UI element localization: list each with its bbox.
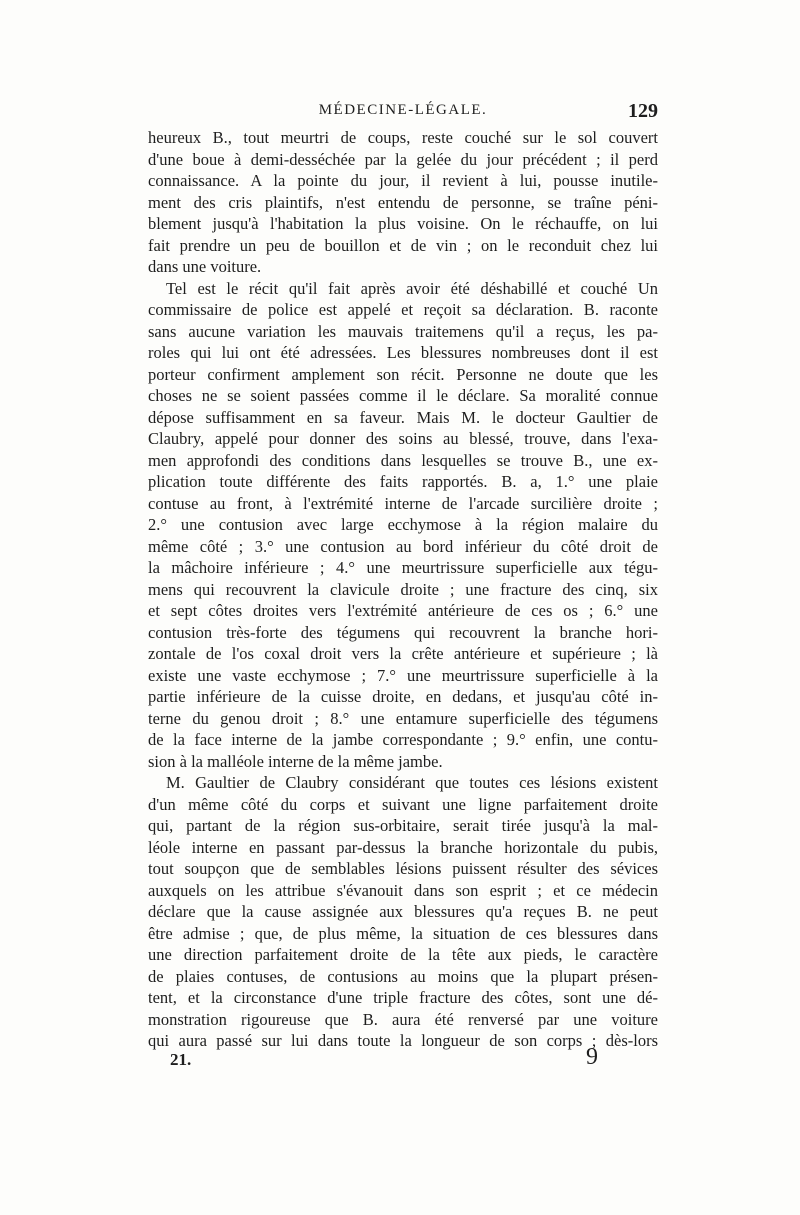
text-line: de plaies contuses, de contusions au moins que la plupart présen-: [148, 966, 658, 986]
footer-number: 9: [586, 1044, 598, 1070]
text-line: sans aucune variation les mauvais traitemens qu'il a reçus, les pa-: [148, 321, 658, 341]
text-line: Claubry, appelé pour donner des soins au blessé, trouve, dans l'exa-: [148, 429, 658, 448]
text-line: commissaire de police est appelé et reçoit sa déclaration. B. raconte: [148, 300, 658, 319]
text-line: déclare que la cause assignée aux blessures qu'a reçues B. ne peut: [148, 902, 658, 921]
text-line: M. Gaultier de Claubry considérant que toutes ces lésions existent: [166, 773, 658, 792]
text-line: dans une voiture.: [148, 257, 262, 276]
paragraph: [148, 278, 658, 773]
text-line: qui, partant de la région sus-orbitaire, serait tirée jusqu'à la mal-: [148, 816, 658, 835]
text-line: zontale de l'os coxal droit vers la crête antérieure et supérieure ; là: [148, 644, 658, 663]
text-line: heureux B., tout meurtri de coups, reste couché sur le sol couvert: [148, 128, 658, 147]
running-head-title: MÉDECINE-LÉGALE.: [318, 102, 488, 118]
paragraph: [148, 772, 658, 1052]
text-line: léole interne en passant par-dessus la branche horizontale du pubis,: [148, 837, 658, 857]
text-line: sion à la malléole interne de la même jambe.: [148, 751, 443, 771]
text-line: dépose suffisamment en sa faveur. Mais M. le docteur Gaultier de: [148, 407, 658, 427]
text-line: porteur confirment amplement son récit. Personne ne doute que les: [148, 364, 658, 384]
text-line: partie inférieure de la cuisse droite, en dedans, et jusqu'au côté in-: [148, 687, 658, 706]
text-line: connaissance. A la pointe du jour, il revient à lui, pousse inutile-: [148, 171, 658, 190]
text-line: Tel est le récit qu'il fait après avoir été déshabillé et couché Un: [166, 278, 658, 298]
text-line: contusion très-forte des tégumens qui recouvrent la branche hori-: [148, 622, 658, 642]
text-line: même côté ; 3.° une contusion au bord inférieur du côté droit de: [148, 536, 658, 556]
text-line: plication toute différente des faits rapportés. B. a, 1.° une plaie: [148, 472, 658, 491]
paragraph: [148, 127, 658, 278]
text-line: monstration rigoureuse que B. aura été renversé par une voiture: [148, 1009, 658, 1029]
text-line: 2.° une contusion avec large ecchymose à la région malaire du: [148, 515, 658, 534]
text-line: fait prendre un peu de bouillon et de vin ; on le reconduit chez lui: [148, 235, 658, 255]
text-line: d'un même côté du corps et suivant une ligne parfaitement droite: [148, 794, 658, 814]
body-text: [148, 127, 658, 1052]
text-line: qui aura passé sur lui dans toute la longueur de son corps ; dès-lors: [148, 1031, 658, 1050]
text-line: et sept côtes droites vers l'extrémité antérieure de ces os ; 6.° une: [148, 601, 658, 620]
text-line: men approfondi des conditions dans lesquelles se trouve B., une ex-: [148, 450, 658, 470]
text-line: une direction parfaitement droite de la tête aux pieds, le caractère: [148, 945, 658, 964]
text-line: d'une boue à demi-desséchée par la gelée du jour précédent ; il perd: [148, 149, 658, 169]
text-line: auxquels on les attribue s'évanouit dans son esprit ; et ce médecin: [148, 880, 658, 900]
signature-mark: 21.: [170, 1050, 192, 1069]
page-number: 129: [628, 100, 658, 122]
text-line: être admise ; que, de plus même, la situation de ces blessures dans: [148, 923, 658, 943]
text-line: choses ne se soient passées comme il le déclare. Sa moralité connue: [148, 386, 658, 405]
text-line: terne du genou droit ; 8.° une entamure superficielle des tégumens: [148, 708, 658, 728]
text-line: tout soupçon que de semblables lésions puissent résulter des sévices: [148, 859, 658, 878]
text-line: ment des cris plaintifs, n'est entendu de personne, se traîne péni-: [148, 192, 658, 212]
text-line: tent, et la circonstance d'une triple fracture des côtes, sont une dé-: [148, 988, 658, 1007]
text-line: mens qui recouvrent la clavicule droite ; une fracture des cinq, six: [148, 579, 658, 599]
text-line: roles qui lui ont été adressées. Les blessures nombreuses dont il est: [148, 343, 658, 362]
text-line: la mâchoire inférieure ; 4.° une meurtrissure superficielle aux tégu-: [148, 558, 658, 577]
text-line: existe une vaste ecchymose ; 7.° une meurtrissure superficielle à la: [148, 665, 658, 685]
text-line: de la face interne de la jambe correspondante ; 9.° enfin, une contu-: [148, 730, 658, 749]
text-line: blement jusqu'à l'habitation la plus voisine. On le réchauffe, on lui: [148, 214, 658, 233]
running-head: [148, 100, 658, 126]
text-line: contuse au front, à l'extrémité interne de l'arcade surcilière droite ;: [148, 493, 658, 513]
